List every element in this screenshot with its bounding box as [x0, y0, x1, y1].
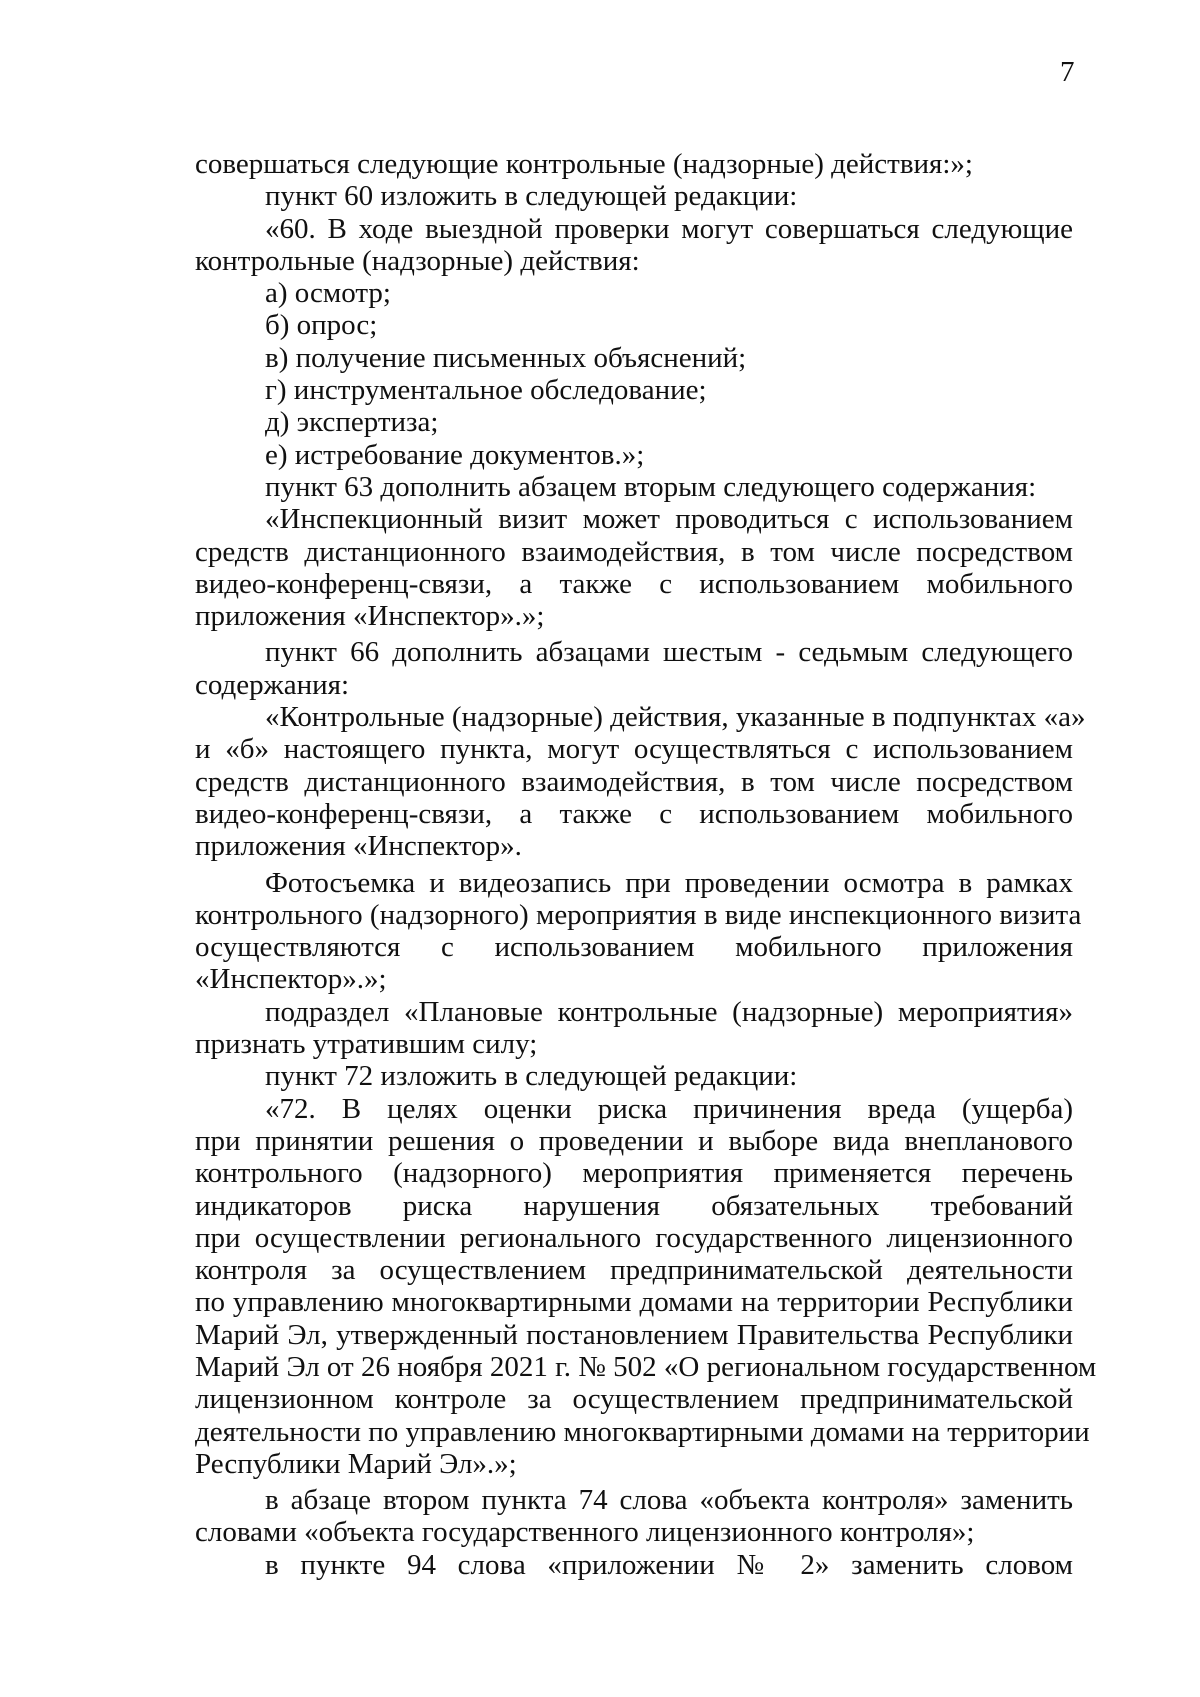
text-line: д) экспертиза; [265, 406, 439, 439]
text-line: подраздел «Плановые контрольные (надзорные) мероприятия» [265, 995, 1073, 1028]
text-line: в абзаце втором пункта 74 слова «объекта контроля» заменить [265, 1484, 1073, 1517]
text-line: пункт 63 дополнить абзацем вторым следующего содержания: [265, 470, 1037, 503]
text-line: лицензионном контроле за осуществлением предпринимательской [195, 1383, 1073, 1416]
text-line: «60. В ходе выездной проверки могут совершаться следующие [265, 212, 1073, 245]
text-line: средств дистанционного взаимодействия, в том числе посредством [195, 765, 1073, 798]
text-line: содержания: [195, 668, 350, 701]
text-line: «Контрольные (надзорные) действия, указанные в подпунктах «а» [265, 701, 1086, 734]
text-line: индикаторов риска нарушения обязательных требований [195, 1189, 1073, 1222]
text-line: по управлению многоквартирными домами на территории Республики [195, 1286, 1073, 1319]
text-line: в) получение письменных объяснений; [265, 341, 747, 374]
text-line: «Инспекционный визит может проводиться с использованием [265, 503, 1073, 536]
text-line: видео-конференц-связи, а также с использованием мобильного [195, 797, 1073, 830]
text-line: в пункте 94 слова «приложении № 2» заменить словом [265, 1548, 1073, 1581]
page-number: 7 [1060, 56, 1075, 88]
text-line: признать утратившим силу; [195, 1028, 538, 1061]
text-line: Марий Эл, утвержденный постановлением Правительства Республики [195, 1318, 1073, 1351]
text-line: Республики Марий Эл».»; [195, 1447, 517, 1480]
text-line: деятельности по управлению многоквартирными домами на территории [195, 1415, 1090, 1448]
text-line: а) осмотр; [265, 277, 391, 310]
text-line: «Инспектор».»; [195, 963, 387, 996]
text-line: контрольного (надзорного) мероприятия в виде инспекционного визита [195, 898, 1082, 931]
text-line: и «б» настоящего пункта, могут осуществляться с использованием [195, 733, 1073, 766]
text-line: видео-конференц-связи, а также с использованием мобильного [195, 567, 1073, 600]
text-line: приложения «Инспектор».»; [195, 600, 545, 633]
text-line: Фотосъемка и видеозапись при проведении осмотра в рамках [265, 866, 1073, 899]
text-line: пункт 72 изложить в следующей редакции: [265, 1060, 798, 1093]
text-line: Марий Эл от 26 ноября 2021 г. № 502 «О региональном государственном [195, 1350, 1097, 1383]
text-line: контроля за осуществлением предпринимательской деятельности [195, 1254, 1073, 1287]
text-line: контрольные (надзорные) действия: [195, 244, 640, 277]
text-line: при принятии решения о проведении и выборе вида внепланового [195, 1124, 1073, 1157]
text-line: осуществляются с использованием мобильного приложения [195, 931, 1073, 964]
text-line: г) инструментальное обследование; [265, 374, 707, 407]
text-line: совершаться следующие контрольные (надзорные) действия:»; [195, 148, 973, 180]
text-line: при осуществлении регионального государственного лицензионного [195, 1221, 1073, 1254]
text-line: приложения «Инспектор». [195, 830, 522, 863]
text-line: «72. В целях оценки риска причинения вреда (ущерба) [265, 1092, 1073, 1125]
text-line: пункт 60 изложить в следующей редакции: [265, 180, 798, 213]
text-line: пункт 66 дополнить абзацами шестым - седьмым следующего [265, 636, 1073, 669]
text-line: средств дистанционного взаимодействия, в том числе посредством [195, 535, 1073, 568]
text-line: б) опрос; [265, 309, 378, 342]
document-body [195, 148, 1097, 1581]
text-line: контрольного (надзорного) мероприятия применяется перечень [195, 1157, 1073, 1190]
text-line: словами «объекта государственного лицензионного контроля»; [195, 1516, 975, 1549]
text-line: е) истребование документов.»; [265, 438, 645, 471]
